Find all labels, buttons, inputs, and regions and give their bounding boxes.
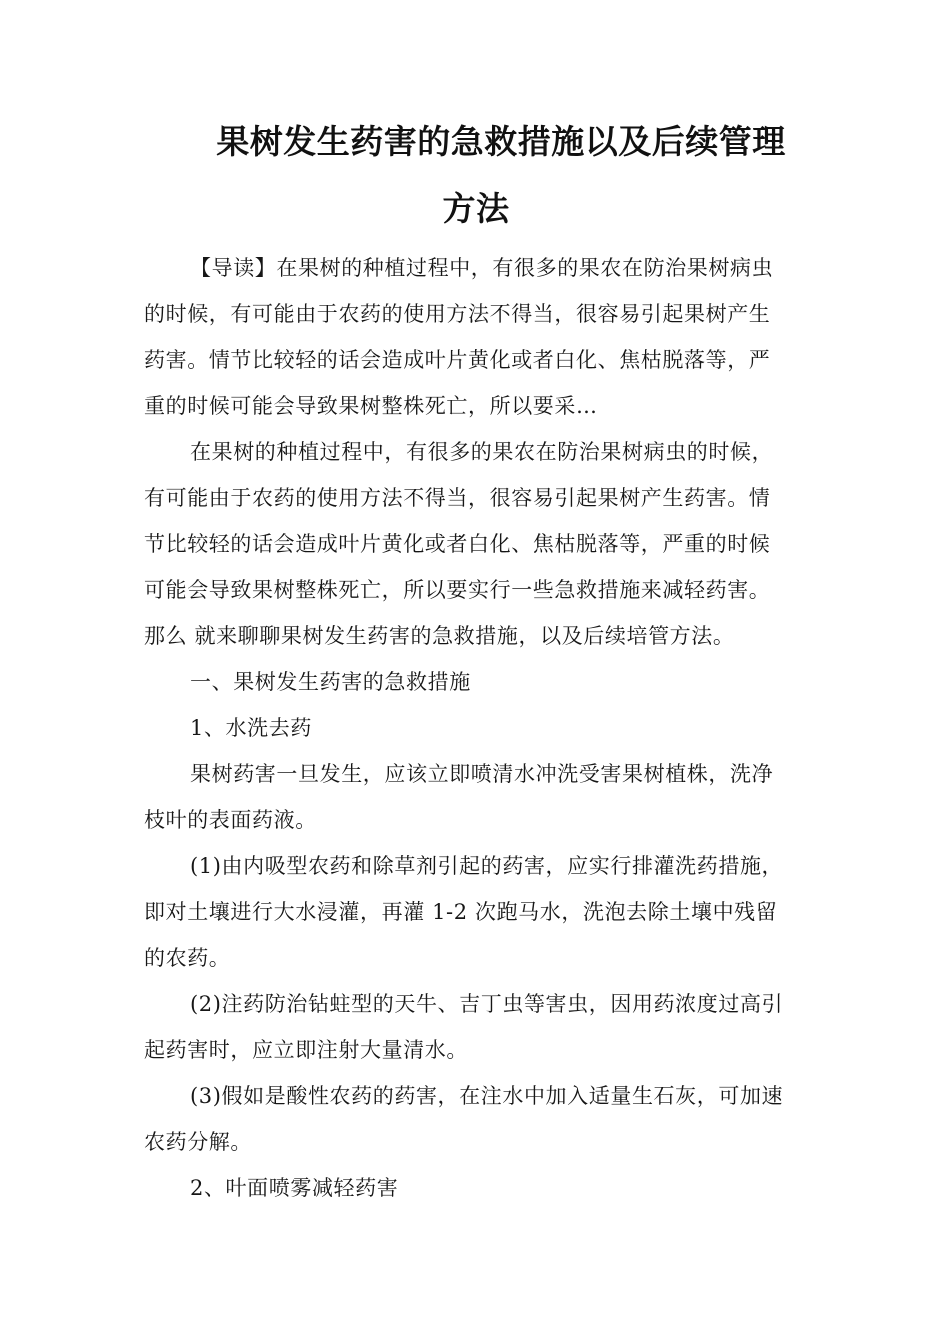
- body-line-4: 可能会导致果树整株死亡，所以要实行一些急救措施来减轻药害。: [144, 578, 771, 602]
- para-wash-line-2: 枝叶的表面药液。: [144, 808, 317, 832]
- document-title-line-2: 方法: [442, 189, 510, 228]
- intro-line-3: 药害。情节比较轻的话会造成叶片黄化或者白化、焦枯脱落等，严: [144, 348, 771, 372]
- intro-line-1: 【导读】在果树的种植过程中，有很多的果农在防治果树病虫: [190, 256, 774, 280]
- para-wash-line-1: 果树药害一旦发生，应该立即喷清水冲洗受害果树植株，洗净: [190, 762, 774, 786]
- item-2-line-2: 起药害时，应立即注射大量清水。: [144, 1038, 468, 1062]
- item-3-line-2: 农药分解。: [144, 1130, 252, 1154]
- intro-line-4: 重的时候可能会导致果树整株死亡，所以要采…: [144, 394, 598, 418]
- item-1-line-1: (1)由内吸型农药和除草剂引起的药害，应实行排灌洗药措施，: [190, 854, 784, 878]
- item-3-line-1: (3)假如是酸性农药的药害，在注水中加入适量生石灰，可加速: [190, 1084, 784, 1108]
- item-1-line-3: 的农药。: [144, 946, 231, 970]
- item-2-line-1: (2)注药防治钻蛀型的天牛、吉丁虫等害虫，因用药浓度过高引: [190, 992, 784, 1016]
- body-line-1: 在果树的种植过程中，有很多的果农在防治果树病虫的时候，: [190, 440, 774, 464]
- item-1-line-2: 即对土壤进行大水浸灌，再灌 1-2 次跑马水，洗泡去除土壤中残留: [144, 900, 778, 924]
- subsection-heading-1: 1、水洗去药: [190, 716, 312, 740]
- section-heading-1: 一、果树发生药害的急救措施: [190, 670, 471, 694]
- body-line-5: 那么 就来聊聊果树发生药害的急救措施，以及后续培管方法。: [144, 624, 735, 648]
- subsection-heading-2: 2、叶面喷雾减轻药害: [190, 1176, 399, 1200]
- body-line-3: 节比较轻的话会造成叶片黄化或者白化、焦枯脱落等，严重的时候: [144, 532, 771, 556]
- body-line-2: 有可能由于农药的使用方法不得当，很容易引起果树产生药害。情: [144, 486, 771, 510]
- intro-line-2: 的时候，有可能由于农药的使用方法不得当，很容易引起果树产生: [144, 302, 771, 326]
- document-title-line-1: 果树发生药害的急救措施以及后续管理: [216, 122, 786, 161]
